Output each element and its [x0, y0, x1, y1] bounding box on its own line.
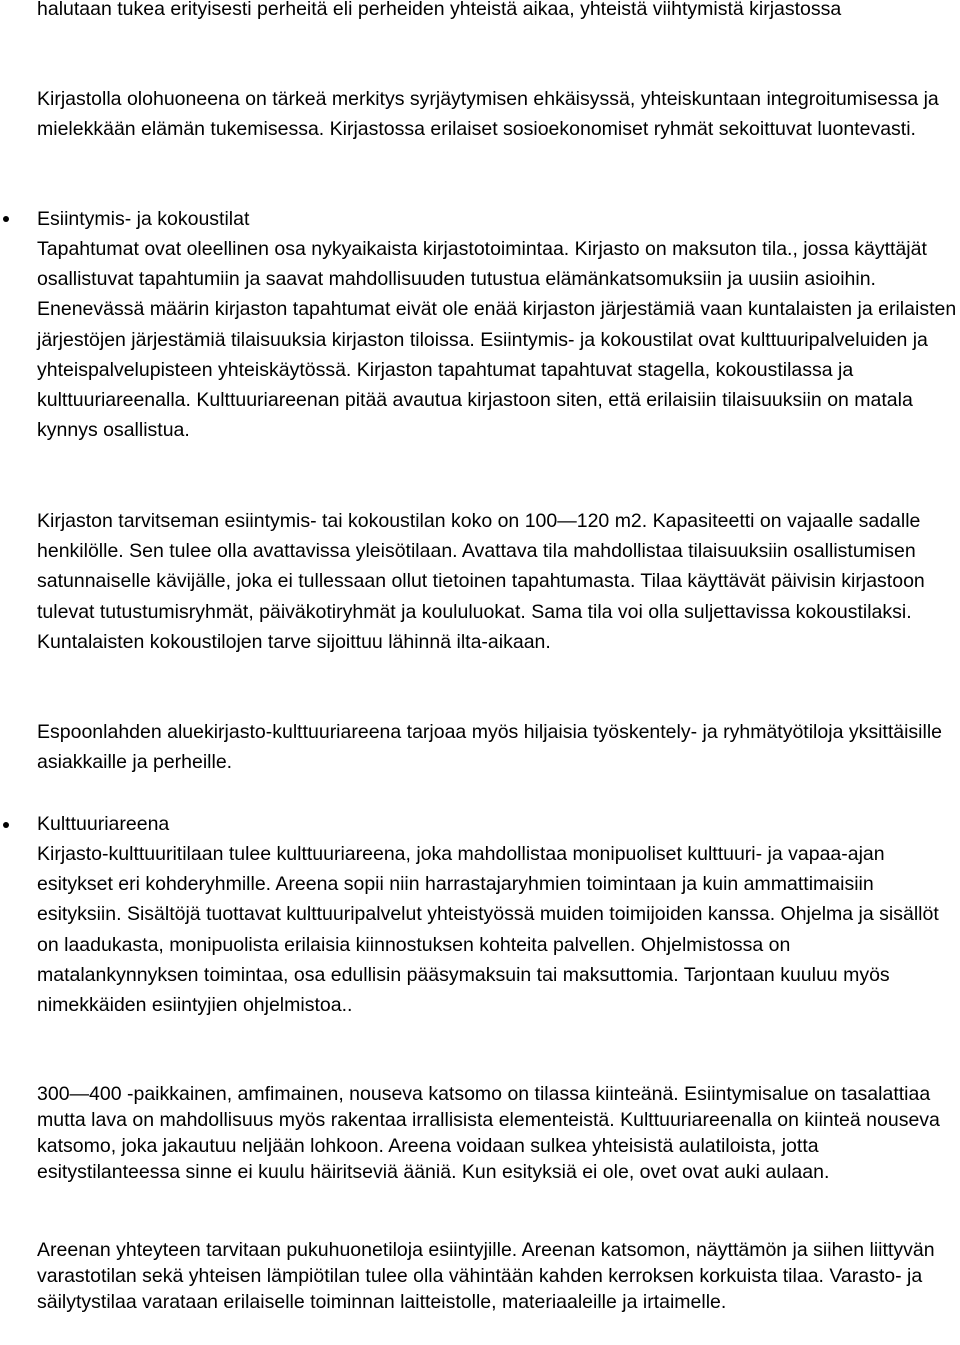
olohuone-paragraph: Kirjastolla olohuoneena on tärkeä merkitys syrjäytymisen ehkäisyssä, yhteiskuntaan integroitumisessa ja mielekkään elämän tukemisessa. Kirjastossa erilaiset sosioekonomiset ryhmät sekoittuvat luontevasti. [37, 88, 939, 141]
esiintymis-paragraph-2: Kirjaston tarvitseman esiintymis- tai kokoustilan koko on 100—120 m2. Kapasiteetti on vajaalle sadalle henkilölle. Sen tulee olla avattavissa yleisötilaan. Avattava tila mahdollistaa tilaisuuksiin osallistumisen satunnaiselle kävijälle, joka ei tullessaan ollut tietoinen tapahtumasta. Tilaa käyttävät päivisin kirjastoon tulevat tutustumisryhmät, päiväkotiryhmät ja koululuokat. Sama tila voi olla suljettavissa kokoustilaksi. Kuntalaisten kokoustilojen tarve sijoittuu lähinnä ilta-aikaan. [37, 510, 925, 653]
intro-paragraph: halutaan tukea erityisesti perheitä eli perheiden yhteistä aikaa, yhteistä viihtymistä kirjastossa [37, 0, 842, 20]
kulttuuriareena-paragraph-2: 300—400 -paikkainen, amfimainen, nouseva katsomo on tilassa kiinteänä. Esiintymisalue on tasalattiaa mutta lava on mahdollisuus myös rakentaa irrallisista elementeistä. Kulttuuriareenalla on kiinteä nouseva katsomo, joka jakautuu neljään lohkoon. Areena voidaan sulkea yhteisistä aulatiloista, jotta esitystilanteessa sinne ei kuulu häiritseviä ääniä. Kun esityksiä ei ole, ovet ovat auki aulaan. [37, 1083, 940, 1184]
kulttuuriareena-paragraph-3: Areenan yhteyteen tarvitaan pukuhuonetiloja esiintyjille. Areenan katsomon, näyttämön ja siihen liittyvän varastotilan sekä yhteisen lämpiötilan tulee olla vähintään kahden kerroksen korkuista tilaa. Varasto- ja säilytystilaa varataan erilaiselle toiminnan laitteistolle, materiaaleille ja irtaimelle. [37, 1239, 935, 1314]
esiintymis-paragraph-3: Espoonlahden aluekirjasto-kulttuuriareena tarjoaa myös hiljaisia työskentely- ja ryhmätyötiloja yksittäisille asiakkaille ja perheille. [37, 721, 943, 774]
section-heading-kulttuuriareena: Kulttuuriareena [37, 813, 170, 835]
bullet-icon [3, 216, 9, 222]
section-heading-esiintymis: Esiintymis- ja kokoustilat [37, 208, 250, 230]
bullet-icon [3, 822, 9, 828]
kulttuuriareena-paragraph-1: Kirjasto-kulttuuritilaan tulee kulttuuriareena, joka mahdollistaa monipuoliset kulttuuri- ja vapaa-ajan esitykset eri kohderyhmille. Areena sopii niin harrastajaryhmien toimintaan ja kuin ammattimaisiin esityksiin. Sisältöjä tuottavat kulttuuripalvelut yhteistyössä muiden toimijoiden kanssa. Ohjelma ja sisällöt on laadukasta, monipuolista erilaisia kiinnostuksen kohteita palvellen. Ohjelmistossa on matalankynnyksen toimintaa, osa edullisin pääsymaksuin tai maksuttomia. Tarjontaan kuuluu myös nimekkäiden esiintyjien ohjelmistoa.. [37, 843, 939, 1017]
esiintymis-paragraph-1: Tapahtumat ovat oleellinen osa nykyaikaista kirjastotoimintaa. Kirjasto on maksuton tila., jossa käyttäjät osallistuvat tapahtumiin ja saavat mahdollisuuden tutustua elämänkatsomuksiin ja uusiin asioihin. Enenevässä määrin kirjaston tapahtumat eivät ole enää kirjaston järjestämiä vaan kuntalaisten ja erilaisten järjestöjen järjestämiä tilaisuuksia kirjaston tiloissa. Esiintymis- ja kokoustilat ovat kulttuuripalveluiden ja yhteispalvelupisteen yhteiskäytössä. Kirjaston tapahtumat tapahtuvat stagella, kokoustilassa ja kulttuuriareenalla. Kulttuuriareenan pitää avautua kirjastoon siten, että erilaisiin tilaisuuksiin on matala kynnys osallistua. [37, 238, 957, 442]
